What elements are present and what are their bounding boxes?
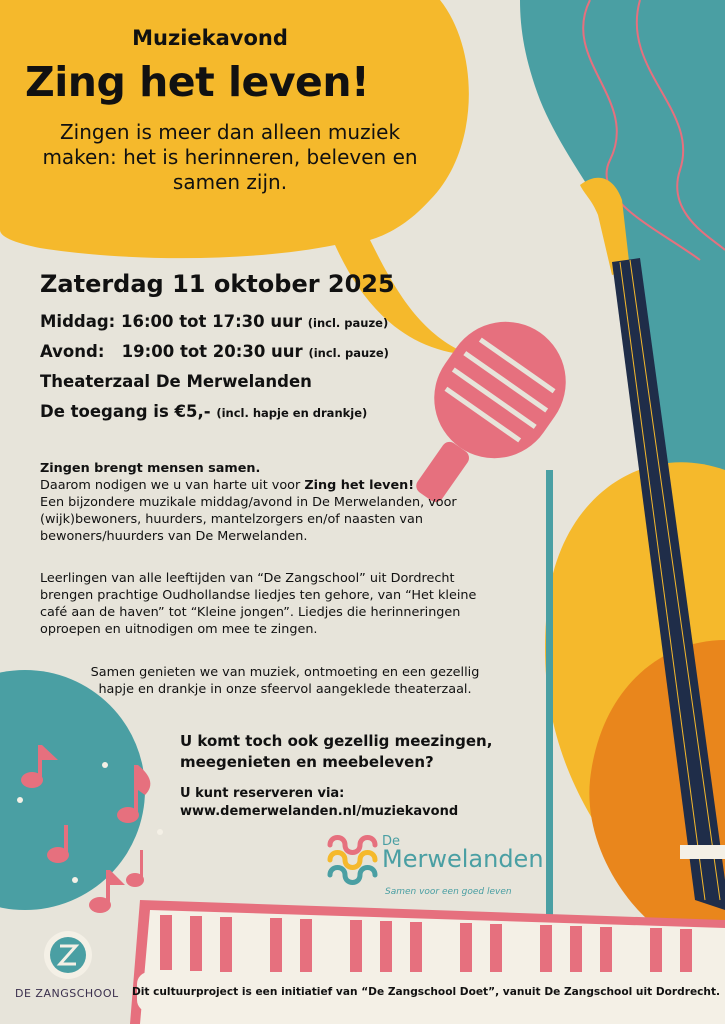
venue: Theaterzaal De Merwelanden bbox=[40, 372, 312, 391]
reserve-label: U kunt reserveren via: bbox=[180, 786, 345, 801]
call-line-1: U komt toch ook gezellig meezingen, bbox=[180, 732, 493, 750]
price-note: (incl. hapje en drankje) bbox=[216, 406, 368, 420]
price bbox=[40, 402, 367, 421]
body-heading: Zingen brengt mensen samen. bbox=[40, 461, 261, 476]
middag-time bbox=[40, 312, 388, 331]
page-title: Zing het leven! bbox=[25, 58, 370, 106]
merwelanden-logo-de: De bbox=[382, 834, 401, 849]
merwelanden-logo-name: Merwelanden bbox=[382, 845, 544, 873]
avond-hours: 19:00 tot 20:30 uur bbox=[121, 342, 303, 361]
middag-label: Middag: bbox=[40, 312, 116, 331]
middag-note: (incl. pauze) bbox=[307, 316, 389, 330]
zangschool-logo-name: DE ZANGSCHOOL bbox=[15, 987, 119, 1000]
intro-paragraph bbox=[40, 460, 500, 545]
merwelanden-logo-icon bbox=[330, 838, 375, 883]
merwelanden-slogan: Samen voor een goed leven bbox=[385, 887, 512, 897]
avond-label: Avond: bbox=[40, 342, 105, 361]
invite-prefix: Daarom nodigen we u van harte uit voor bbox=[40, 478, 305, 493]
price-text: De toegang is €5,- bbox=[40, 402, 211, 421]
students-paragraph: Leerlingen van alle leeftijden van “De Zangschool” uit Dordrecht brengen prachtige Oudhollandse liedjes ten gehore, van “Het kleine café aan de haven” tot “Kleine jongen”. Liedjes die herinneringen oproepen en uitnodigen om mee te zingen. bbox=[40, 571, 477, 637]
enjoy-paragraph: Samen genieten we van muziek, ontmoeting en een gezellig hapje en drankje in onze sfeervol aangeklede theaterzaal. bbox=[90, 665, 480, 697]
tagline: Zingen is meer dan alleen muziek maken: het is herinneren, beleven en samen zijn. bbox=[42, 120, 418, 194]
event-date: Zaterdag 11 oktober 2025 bbox=[40, 270, 395, 298]
reserve-block bbox=[180, 785, 458, 821]
event-kicker: Muziekavond bbox=[132, 26, 288, 50]
call-line-2: meegenieten en meebeleven? bbox=[180, 753, 434, 771]
invite-rest: Een bijzondere muzikale middag/avond in De Merwelanden, voor (wijk)bewoners, huurders, mantelzorgers en/of naasten van bewoners/huurders van De Merwelanden. bbox=[40, 495, 457, 544]
footer-text: Dit cultuurproject is een initiatief van “De Zangschool Doet”, vanuit De Zangschool uit Dordrecht. bbox=[131, 986, 721, 998]
zangschool-logo-icon bbox=[44, 931, 92, 979]
avond-time bbox=[40, 342, 389, 361]
avond-note: (incl. pauze) bbox=[308, 346, 389, 360]
mic-stand bbox=[546, 470, 553, 930]
middag-hours: 16:00 tot 17:30 uur bbox=[121, 312, 303, 331]
footer-banner bbox=[131, 972, 721, 1012]
teal-circle bbox=[0, 670, 145, 910]
invite-bold: Zing het leven! bbox=[304, 478, 415, 493]
reserve-link[interactable]: www.demerwelanden.nl/muziekavond bbox=[180, 804, 459, 819]
